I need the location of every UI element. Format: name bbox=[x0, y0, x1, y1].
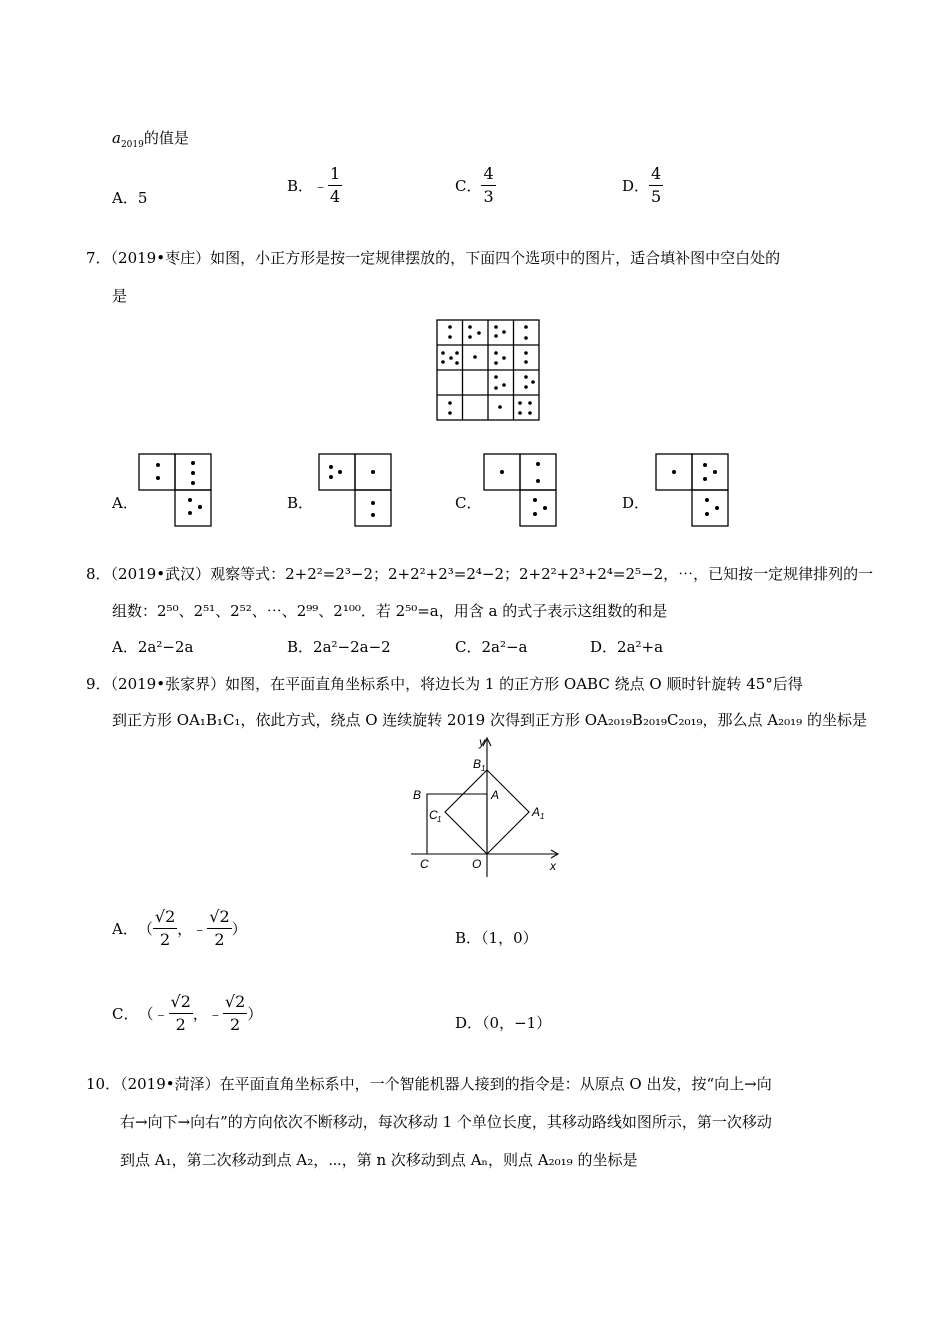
q9-option-b-label: B． bbox=[455, 929, 482, 947]
q9-option-c-label: C． bbox=[112, 1004, 139, 1023]
q6-option-c-num: 4 bbox=[481, 164, 495, 186]
q9-option-a-frac2-den: 2 bbox=[214, 929, 225, 949]
q6-option-a-value: 5 bbox=[137, 189, 148, 207]
q9-line1 bbox=[86, 674, 803, 694]
q9-option-a[interactable] bbox=[112, 900, 247, 956]
q9-option-a-frac1 bbox=[153, 907, 177, 950]
q7-option-c-figure[interactable] bbox=[483, 453, 559, 529]
q10-line2: 右→向下→向右”的方向依次不断移动，每次移动 1 个单位长度，其移动路线如图所示，第一次移动 bbox=[120, 1113, 772, 1131]
q8-option-a[interactable] bbox=[112, 637, 193, 657]
q6-option-b-label: B． bbox=[287, 176, 314, 195]
q6-option-c-label: C． bbox=[455, 176, 482, 195]
q8-question: ．若 2⁵⁰=a，用含 a 的式子表示这组数的和是 bbox=[360, 602, 668, 620]
q9-option-a-label: A． bbox=[112, 919, 138, 938]
q6-option-b-sign: ﹣ bbox=[313, 176, 329, 195]
q9-option-c-frac2 bbox=[223, 992, 247, 1035]
q8-option-a-label: A． bbox=[112, 638, 138, 656]
q8-option-d-expr: 2a²+a bbox=[617, 638, 664, 656]
q9-line2: 到正方形 OA₁B₁C₁，依此方式，绕点 O 连续旋转 2019 次得到正方形 OA₂₀₁₉B₂₀₁₉C₂₀₁₉，那么点 A₂₀₁₉ 的坐标是 bbox=[112, 711, 867, 729]
q9-option-c-frac2-sqrt: 2 bbox=[235, 991, 246, 1011]
q9-option-c-frac1 bbox=[169, 992, 193, 1035]
q9-label-a: A bbox=[491, 788, 500, 802]
q6-option-d-fraction bbox=[649, 164, 663, 207]
q9-option-c-comma: ， bbox=[192, 1004, 208, 1023]
q6-tail bbox=[112, 128, 189, 148]
q7-line2: 是 bbox=[112, 287, 128, 305]
q9-option-c-close: ） bbox=[247, 1004, 263, 1023]
q9-option-b-value: （1，0） bbox=[481, 929, 538, 947]
q6-option-b-fraction bbox=[328, 164, 342, 207]
q6-option-c[interactable] bbox=[455, 160, 496, 210]
q9-label-c: C bbox=[420, 857, 429, 871]
q9-option-a-comma: ， bbox=[177, 919, 193, 938]
q7-option-d-figure[interactable] bbox=[655, 453, 731, 529]
q8-option-b[interactable] bbox=[287, 637, 391, 657]
q8-source: （2019•武汉）观察等式： bbox=[110, 565, 286, 583]
q9-option-a-close: ） bbox=[231, 919, 247, 938]
q6-option-a-label: A． bbox=[112, 189, 138, 207]
q9-option-d[interactable] bbox=[455, 1013, 551, 1033]
q8-option-c-expr: 2a²−a bbox=[481, 638, 528, 656]
q7-option-d-label[interactable]: D． bbox=[622, 494, 650, 512]
q9-option-a-frac1-num: √2 bbox=[153, 907, 177, 929]
q8-sequence: 2⁵⁰、2⁵¹、2⁵²、⋯、2⁹⁹、2¹⁰⁰ bbox=[157, 602, 361, 620]
q6-option-b-num: 1 bbox=[328, 164, 342, 186]
q10-text-line1: （2019•菏泽）在平面直角坐标系中，一个智能机器人接到的指令是：从原点 O 出发，按“向上→向 bbox=[120, 1075, 772, 1093]
q9-label-a1-sub: 1 bbox=[540, 812, 545, 821]
q8-option-c[interactable] bbox=[455, 637, 528, 657]
q9-label-b1: B bbox=[473, 757, 482, 771]
q9-text-line1: （2019•张家界）如图，在平面直角坐标系中，将边长为 1 的正方形 OABC 绕点 O 顺时针旋转 45°后得 bbox=[110, 675, 803, 693]
q8-line1 bbox=[86, 564, 873, 584]
q9-option-c-frac1-den: 2 bbox=[175, 1014, 186, 1034]
q8-option-b-label: B． bbox=[287, 638, 314, 656]
q9-label-c1-sub: 1 bbox=[437, 815, 442, 824]
q8-equations: 2+2²=2³−2；2+2²+2³=2⁴−2；2+2²+2³+2⁴=2⁵−2，⋯，已知按一定规律排列的一 bbox=[285, 565, 874, 583]
q6-tail-sub: 2019 bbox=[120, 140, 144, 150]
q6-option-b[interactable] bbox=[287, 160, 342, 210]
q9-label-b1-sub: 1 bbox=[481, 764, 486, 773]
q8-line2 bbox=[112, 601, 667, 621]
q6-option-d-den: 5 bbox=[651, 186, 662, 206]
q7-text-line1: （2019•枣庄）如图，小正方形是按一定规律摆放的，下面四个选项中的图片，适合填补图中空白处的 bbox=[110, 249, 781, 267]
q9-label-y: y bbox=[479, 735, 485, 749]
q6-tail-text: 的值是 bbox=[143, 129, 189, 147]
q9-option-c-neg: ﹣ bbox=[207, 1004, 223, 1023]
q7-line1 bbox=[86, 248, 780, 268]
q8-option-c-label: C． bbox=[455, 638, 482, 656]
q9-option-b[interactable] bbox=[455, 928, 538, 948]
q8-number: 8． bbox=[86, 565, 111, 583]
q9-option-a-frac2 bbox=[207, 907, 231, 950]
q6-option-d-label: D． bbox=[622, 176, 650, 195]
q7-option-b-figure[interactable] bbox=[318, 453, 394, 529]
q8-option-d-label: D． bbox=[590, 638, 618, 656]
q8-option-d[interactable] bbox=[590, 637, 663, 657]
q9-option-c-frac2-num: √2 bbox=[223, 992, 247, 1014]
q7-main-grid-figure bbox=[430, 315, 545, 427]
q9-option-c-frac1-sqrt: 2 bbox=[180, 991, 191, 1011]
q9-label-b: B bbox=[413, 788, 422, 802]
q9-option-c-frac2-den: 2 bbox=[230, 1014, 241, 1034]
q8-line2-prefix: 组数： bbox=[112, 602, 158, 620]
q6-option-d[interactable] bbox=[622, 160, 663, 210]
q9-option-c-open: （﹣ bbox=[138, 1004, 169, 1023]
q9-option-a-frac2-sqrt: 2 bbox=[219, 906, 230, 926]
q6-option-b-den: 4 bbox=[330, 186, 341, 206]
q6-option-c-den: 3 bbox=[483, 186, 494, 206]
q7-option-b-label[interactable]: B． bbox=[287, 494, 314, 512]
q10-line3: 到点 A₁，第二次移动到点 A₂，⋯，第 n 次移动到点 Aₙ，则点 A₂₀₁₉ 的坐标是 bbox=[120, 1151, 638, 1169]
q6-tail-var: a bbox=[112, 129, 121, 147]
q9-option-a-frac2-num: √2 bbox=[207, 907, 231, 929]
q8-option-b-expr: 2a²−2a−2 bbox=[313, 638, 391, 656]
q10-number: 10． bbox=[86, 1075, 121, 1093]
q6-option-c-fraction bbox=[481, 164, 495, 207]
q9-option-d-label: D． bbox=[455, 1014, 483, 1032]
q9-option-c-frac1-num: √2 bbox=[169, 992, 193, 1014]
q9-coordinate-figure bbox=[405, 732, 570, 880]
q9-option-a-frac1-den: 2 bbox=[159, 929, 171, 949]
q9-option-c[interactable] bbox=[112, 985, 262, 1041]
q10-line1 bbox=[86, 1074, 772, 1094]
q7-option-c-label[interactable]: C． bbox=[455, 494, 482, 512]
q9-label-a1: A bbox=[532, 805, 541, 819]
q7-number: 7． bbox=[86, 249, 111, 267]
q9-label-o: O bbox=[472, 857, 482, 871]
q7-option-a-label[interactable]: A． bbox=[112, 494, 138, 512]
q9-number: 9． bbox=[86, 675, 111, 693]
q9-option-a-neg: ﹣ bbox=[192, 919, 208, 938]
q8-option-a-expr: 2a²−2a bbox=[137, 638, 194, 656]
q9-option-a-frac1-sqrt: 2 bbox=[165, 906, 176, 926]
q7-option-a-figure[interactable] bbox=[138, 453, 216, 529]
q9-label-x: x bbox=[550, 859, 556, 873]
q9-option-d-value: （0，−1） bbox=[482, 1014, 552, 1032]
q6-option-d-num: 4 bbox=[649, 164, 663, 186]
q9-option-a-open: （ bbox=[137, 919, 153, 938]
q9-label-c1: C bbox=[429, 808, 438, 822]
q6-option-a[interactable] bbox=[112, 187, 147, 208]
